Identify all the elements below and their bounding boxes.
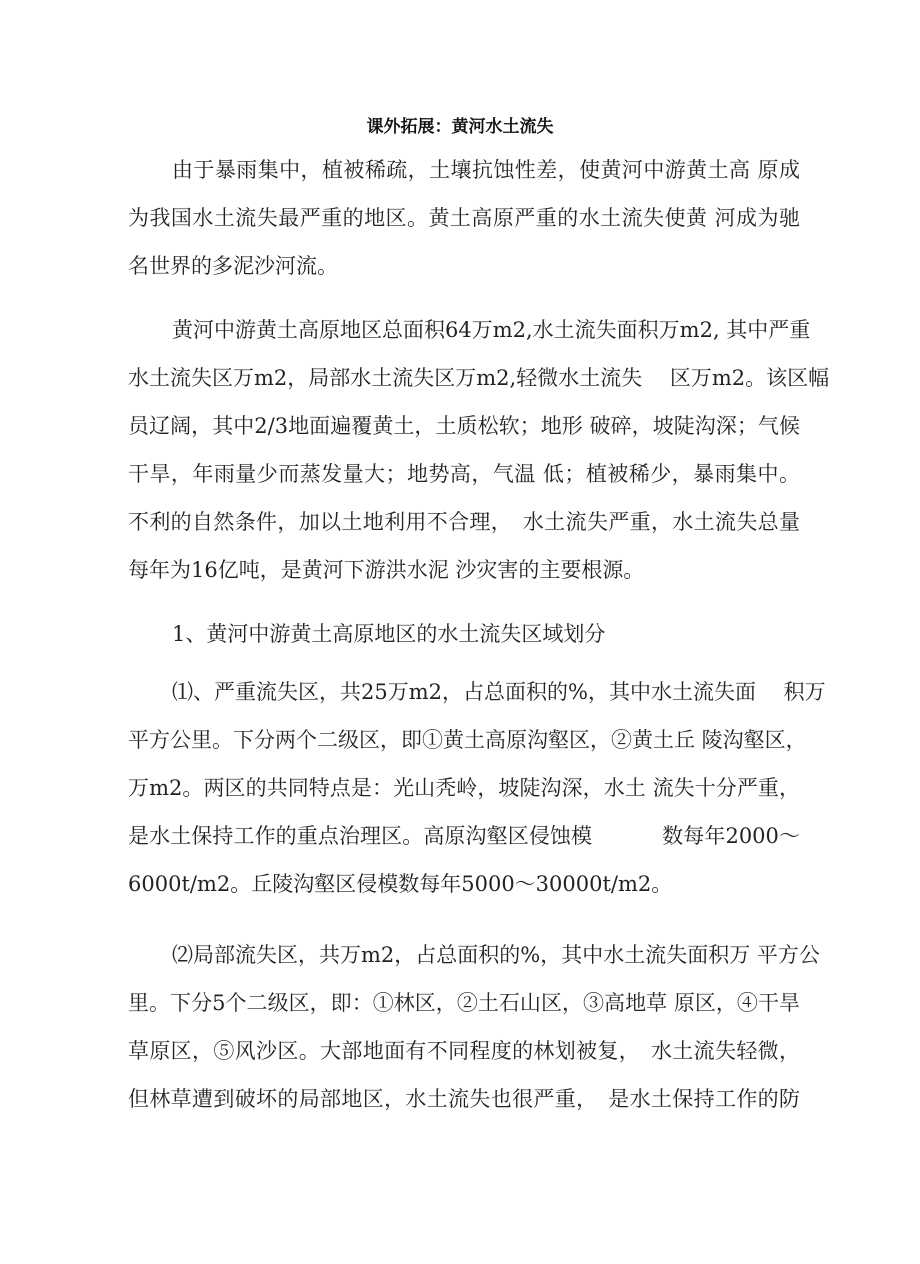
text-line: 万m2。两区的共同特点是：光山秃岭，坡陡沟深，水土 流失十分严重， [128, 776, 800, 800]
document-title: 课外拓展：黄河水土流失 [366, 117, 554, 137]
text-line: 里。下分5个二级区，即：①林区，②土石山区，③高地草 原区，④干旱 [128, 991, 800, 1015]
text-line: 每年为16亿吨，是黄河下游洪水泥 沙灾害的主要根源。 [128, 558, 645, 582]
paragraph-severe-zone [128, 668, 826, 908]
paragraph-overview [128, 306, 830, 594]
text-line: 是水土保持工作的重点治理区。高原沟壑区侵蚀模 数每年2000〜 [128, 824, 800, 848]
section-heading [128, 610, 800, 658]
text-line: ⑵局部流失区，共万m2，占总面积的%，其中水土流失面积万 平方公 [172, 943, 820, 967]
text-line: ⑴、严重流失区，共25万m2，占总面积的%，其中水土流失面 积万 [172, 680, 826, 704]
text-line: 草原区，⑤风沙区。大部地面有不同程度的林划被复， 水土流失轻微， [128, 1039, 800, 1063]
section-heading-text: 1、黄河中游黄土高原地区的水土流失区域划分 [172, 622, 606, 646]
text-line: 名世界的多泥沙河流。 [128, 254, 338, 278]
text-line: 由于暴雨集中，植被稀疏，土壤抗蚀性差，使黄河中游黄土高 原成 [172, 158, 800, 182]
text-line: 为我国水土流失最严重的地区。黄土高原严重的水土流失使黄 河成为驰 [128, 206, 800, 230]
text-line: 不利的自然条件，加以土地利用不合理， 水土流失严重，水土流失总量 [128, 510, 800, 534]
text-line: 6000t/m2。丘陵沟壑区侵模数每年5000〜30000t/m2。 [128, 872, 673, 896]
text-line: 干旱，年雨量少而蒸发量大；地势高，气温 低；植被稀少，暴雨集中。 [128, 462, 800, 486]
text-line: 员辽阔，其中2/3地面遍覆黄土，土质松软；地形 破碎，坡陡沟深；气候 [128, 414, 800, 438]
paragraph-intro [128, 146, 800, 290]
text-line: 平方公里。下分两个二级区，即①黄土高原沟壑区，②黄土丘 陵沟壑区， [128, 728, 807, 752]
text-line: 黄河中游黄土高原地区总面积64万m2,水土流失面积万m2, 其中严重 [172, 318, 811, 342]
text-line: 水土流失区万m2，局部水土流失区万m2,轻微水土流失 区万m2。该区幅 [128, 366, 830, 390]
paragraph-partial-zone [128, 931, 820, 1123]
text-line: 但林草遭到破坏的局部地区，水土流失也很严重， 是水土保持工作的防 [128, 1087, 800, 1111]
